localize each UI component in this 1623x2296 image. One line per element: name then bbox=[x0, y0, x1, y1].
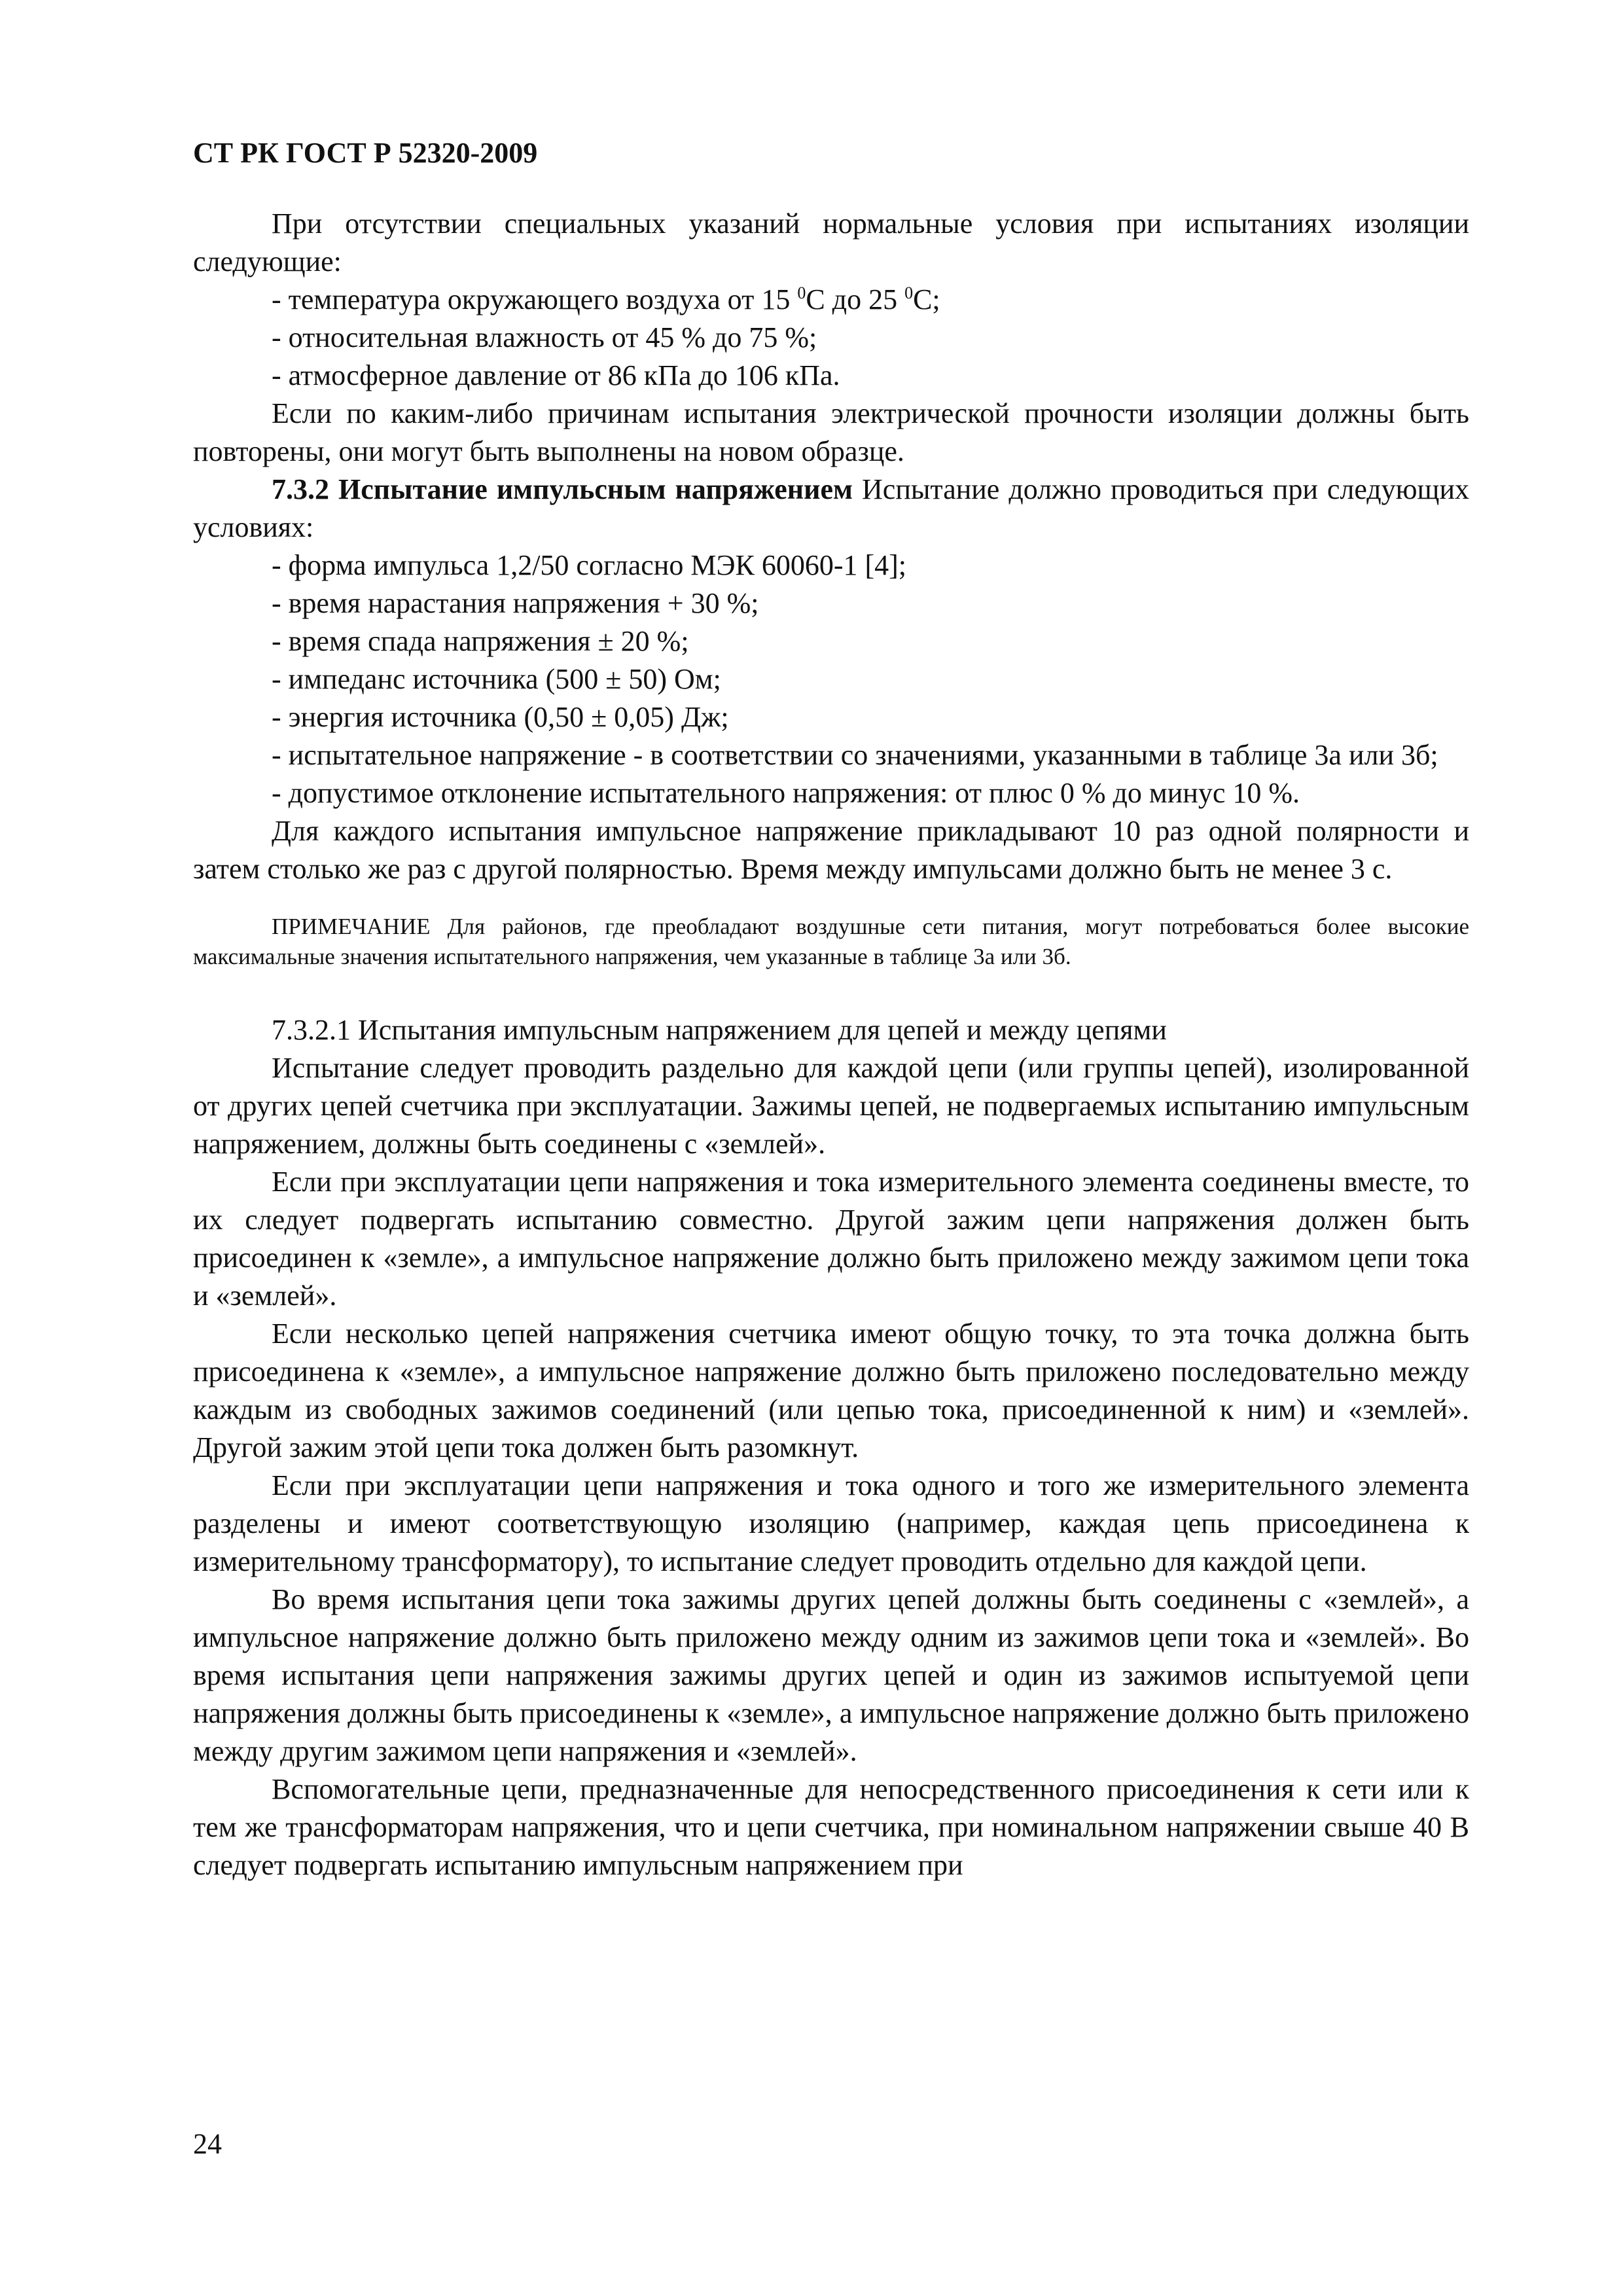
list-item: - импеданс источника (500 ± 50) Ом; bbox=[272, 663, 721, 695]
section-7-3-2: 7.3.2 Испытание импульсным напряжением Испытание должно проводиться при следующих условиях: bbox=[193, 473, 1469, 543]
paragraph: Если несколько цепей напряжения счетчика имеют общую точку, то эта точка должна быть присоединена к «земле», а импульсное напряжение должно быть приложено последовательно между каждым из свободных зажимов соединений (или цепью тока, присоединенной к ним) и «землей». Другой зажим этой цепи тока должен быть разомкнут. bbox=[193, 1318, 1469, 1463]
list-item-temperature: - температура окружающего воздуха от 15 $^0$С до 25 $^0$С; bbox=[272, 283, 940, 315]
list-item-humidity: - относительная влажность от 45 % до 75 %; bbox=[272, 321, 817, 353]
paragraph-repeat-tests: Если по каким-либо причинам испытания электрической прочности изоляции должны быть повторены, они могут быть выполнены на новом образце. bbox=[193, 397, 1469, 467]
list-item: - испытательное напряжение - в соответствии со значениями, указанными в таблице 3а или 3б; bbox=[272, 739, 1438, 771]
subsection-title: 7.3.2.1 Испытания импульсным напряжением для цепей и между цепями bbox=[272, 1014, 1167, 1046]
list-item: - энергия источника (0,50 ± 0,05) Дж; bbox=[272, 701, 729, 733]
section-title: 7.3.2 Испытание импульсным напряжением bbox=[272, 473, 853, 505]
paragraph: Если при эксплуатации цепи напряжения и тока одного и того же измерительного элемента разделены и имеют соответствующую изоляцию (например, каждая цепь присоединена к измерительному трансформатору), то испытание следует проводить отдельно для каждой цепи. bbox=[193, 1469, 1469, 1577]
list-item: - время спада напряжения ± 20 %; bbox=[272, 625, 689, 657]
list-item-pressure: - атмосферное давление от 86 кПа до 106 кПа. bbox=[272, 359, 840, 391]
page-number: 24 bbox=[193, 2128, 222, 2160]
list-item: - форма импульса 1,2/50 согласно МЭК 60060-1 [4]; bbox=[272, 549, 907, 581]
document-page bbox=[193, 134, 1469, 1884]
paragraph: Если при эксплуатации цепи напряжения и тока измерительного элемента соединены вместе, то их следует подвергать испытанию совместно. Другой зажим цепи напряжения должен быть присоединен к «земле», а импульсное напряжение должно быть приложено между зажимом цепи тока и «землей». bbox=[193, 1166, 1469, 1312]
note: ПРИМЕЧАНИЕ Для районов, где преобладают воздушные сети питания, могут потребоваться более высокие максимальные значения испытательного напряжения, чем указанные в таблице 3а или 3б. bbox=[193, 914, 1469, 969]
paragraph-normal-conditions: При отсутствии специальных указаний нормальные условия при испытаниях изоляции следующие: bbox=[193, 207, 1469, 278]
document-header: СТ РК ГОСТ Р 52320-2009 bbox=[193, 137, 538, 169]
list-item: - допустимое отклонение испытательного напряжения: от плюс 0 % до минус 10 %. bbox=[272, 777, 1300, 809]
paragraph: Вспомогательные цепи, предназначенные для непосредственного присоединения к сети или к тем же трансформаторам напряжения, что и цепи счетчика, при номинальном напряжении свыше 40 В следует подвергать испытанию импульсным напряжением при bbox=[193, 1773, 1469, 1881]
paragraph-polarity: Для каждого испытания импульсное напряжение прикладывают 10 раз одной полярности и затем столько же раз с другой полярностью. Время между импульсами должно быть не менее 3 с. bbox=[193, 815, 1469, 885]
paragraph: Испытание следует проводить раздельно для каждой цепи (или группы цепей), изолированной от других цепей счетчика при эксплуатации. Зажимы цепей, не подвергаемых испытанию импульсным напряжением, должны быть соединены с «землей». bbox=[193, 1052, 1469, 1160]
paragraph: Во время испытания цепи тока зажимы других цепей должны быть соединены с «землей», а импульсное напряжение должно быть приложено между одним из зажимов цепи тока и «землей». Во время испытания цепи напряжения зажимы других цепей и один из зажимов испытуемой цепи напряжения должны быть присоединены к «земле», а импульсное напряжение должно быть приложено между другим зажимом цепи напряжения и «землей». bbox=[193, 1583, 1469, 1767]
list-item: - время нарастания напряжения + 30 %; bbox=[272, 587, 759, 619]
